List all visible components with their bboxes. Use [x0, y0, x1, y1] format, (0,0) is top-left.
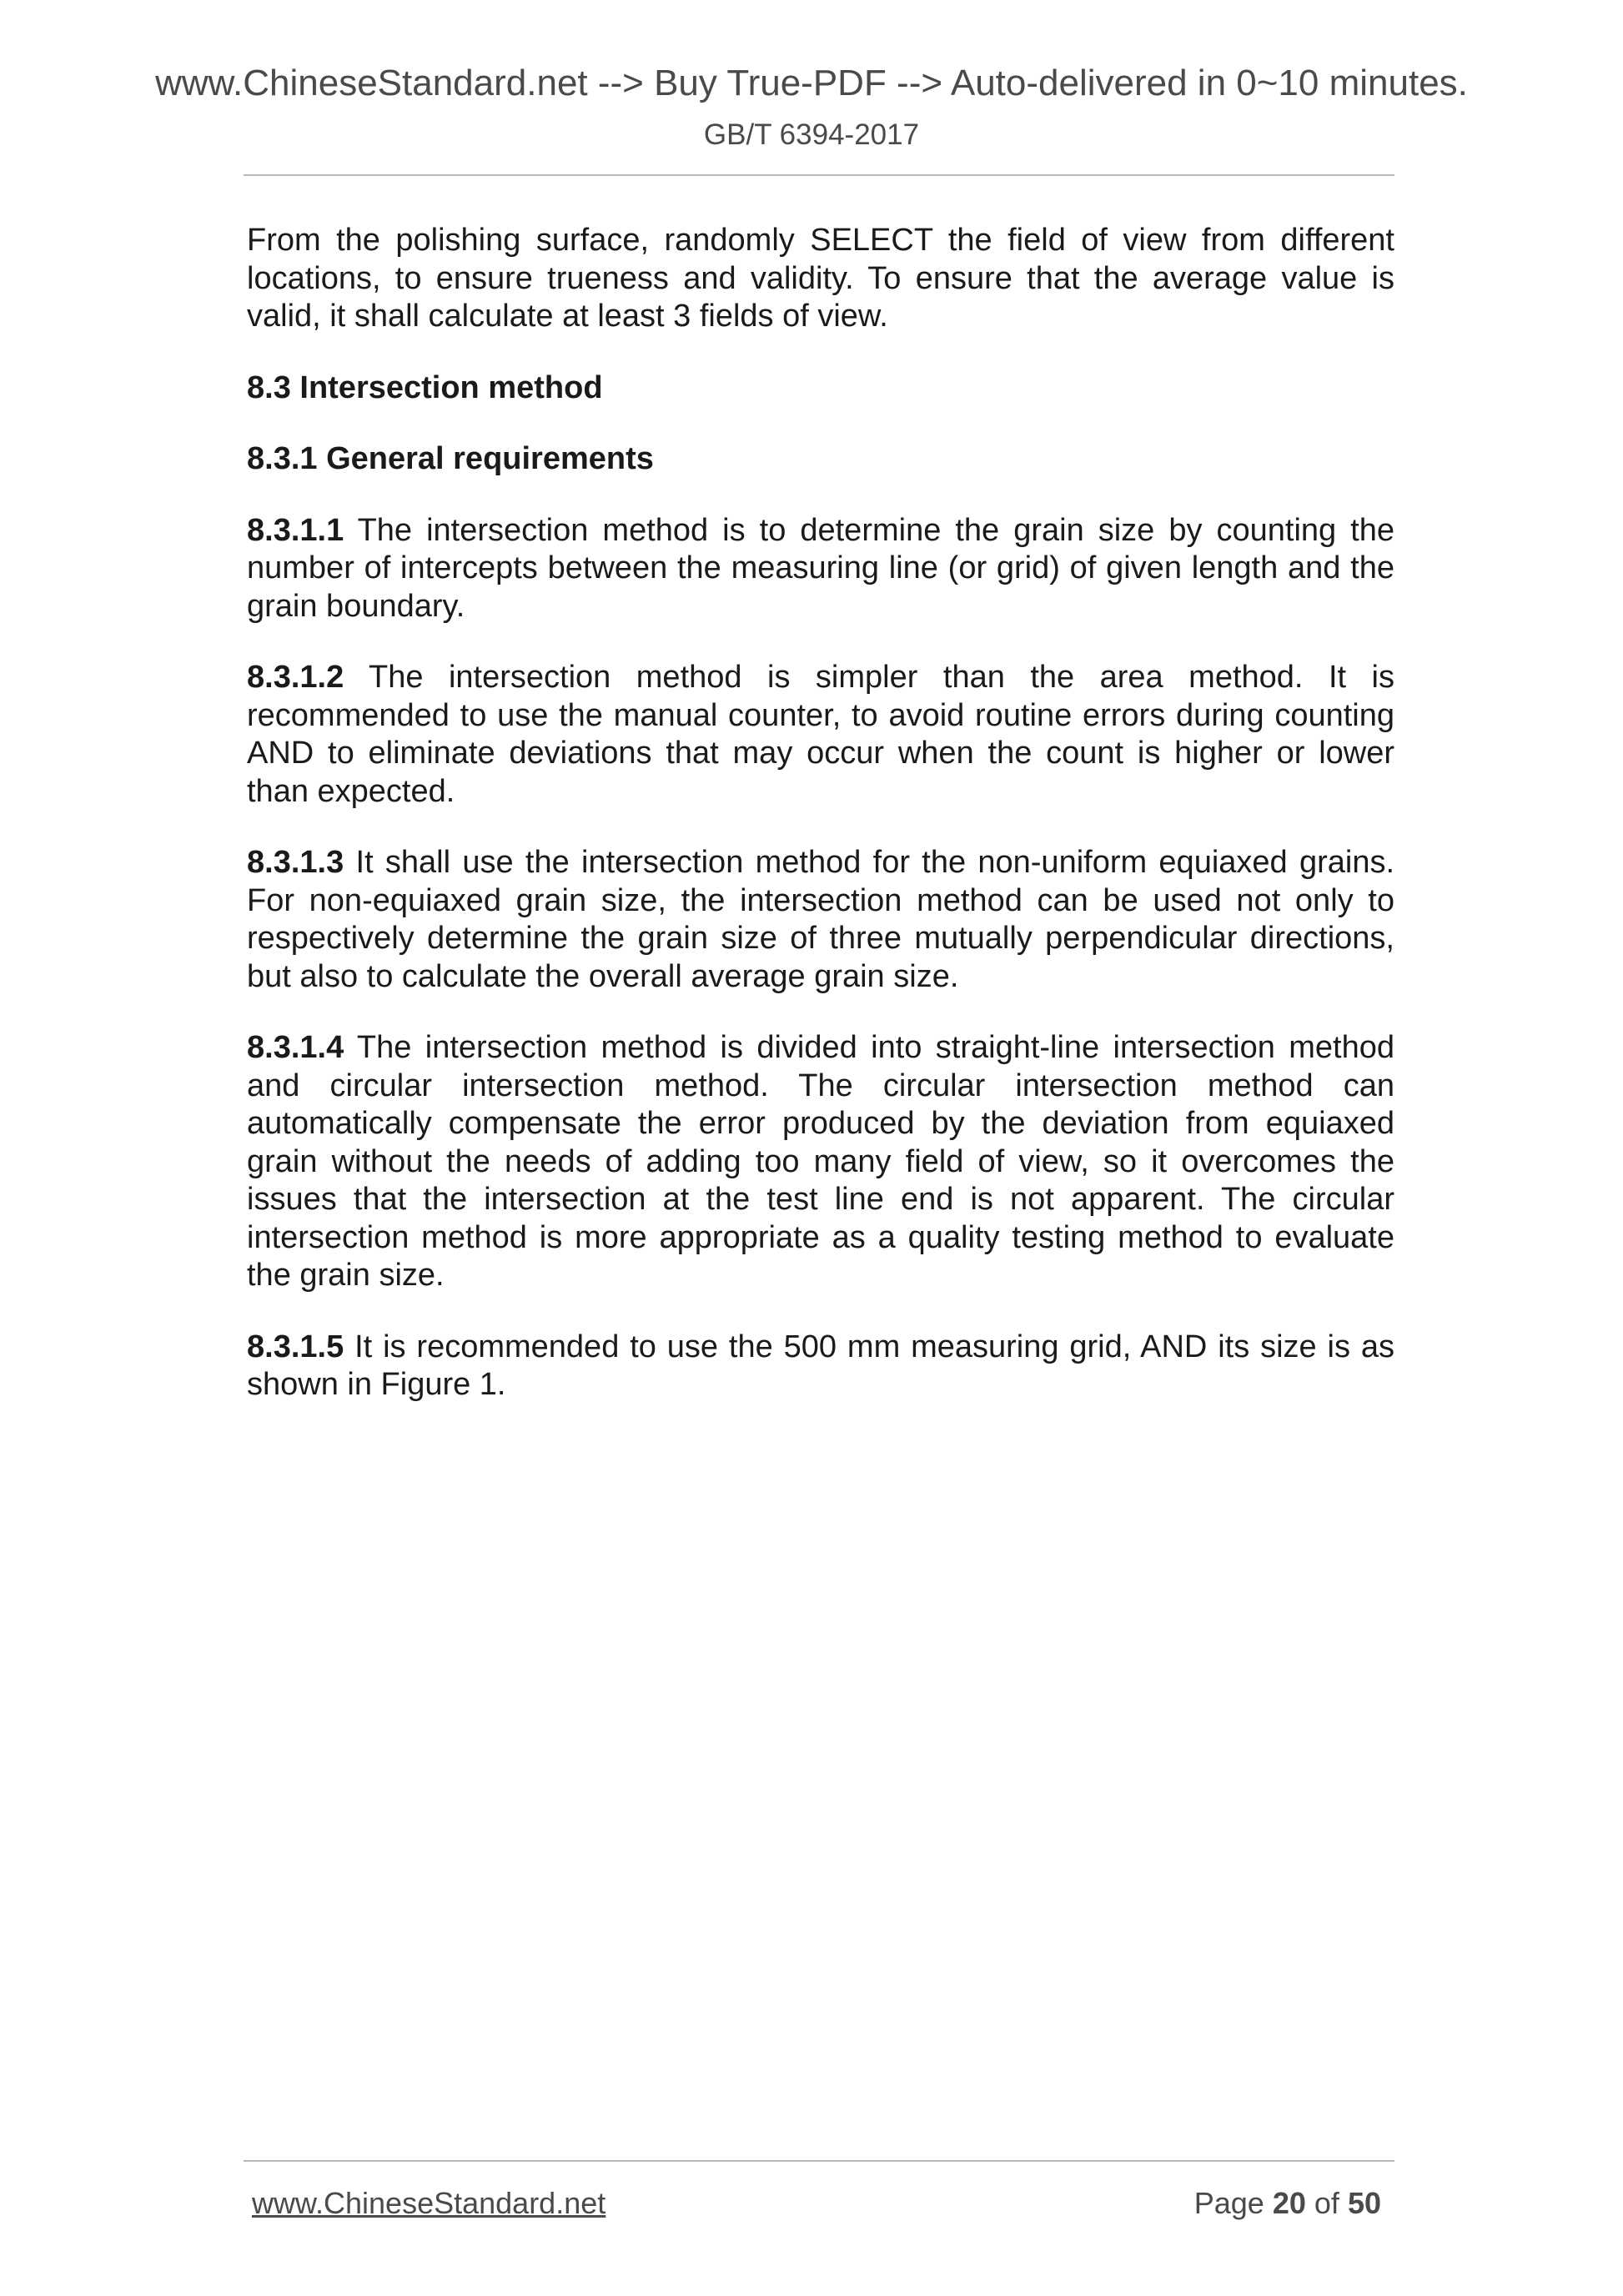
clause-text: It shall use the intersection method for the non-uniform equiaxed grains. For non-equiaxed grain size, the intersection method can be used not only to respectively determine the grain size of three mutually perpendicular directions, but also to calculate the overall average grain size. [247, 845, 1395, 994]
page-of: of [1314, 2186, 1339, 2220]
clause-text: The intersection method is divided into straight-line intersection method and circular intersection method. The circular intersection method can automatically compensate the error produced by the deviation from equiaxed grain without the needs of adding too many field of view, so it overcomes the issues that the intersection at the test line end is not apparent. The circular intersection method is more appropriate as a quality testing method to evaluate the grain size. [247, 1030, 1394, 1293]
header-banner: www.ChineseStandard.net --> Buy True-PDF --> Auto-delivered in 0~10 minutes. [155, 63, 1468, 103]
section-heading: 8.3 Intersection method [247, 369, 603, 405]
intro-paragraph: From the polishing surface, randomly SELECT the field of view from different locations, to ensure trueness and validity. To ensure that the average value is valid, it shall calculate at least 3 fields of view. [247, 223, 1394, 334]
clause-number: 8.3.1.1 [247, 512, 344, 548]
clause-8-3-1-2 [247, 659, 1394, 811]
page-body [247, 222, 1394, 1438]
clause-text: The intersection method is to determine the grain size by counting the number of intercepts between the measuring line (or grid) of given length and the grain boundary. [247, 512, 1394, 624]
clause-text: The intersection method is simpler than the area method. It is recommended to use the manual counter, to avoid routine errors during counting AND to eliminate deviations that may occur when the count is higher or lower than expected. [247, 660, 1394, 809]
page-total: 50 [1347, 2186, 1381, 2220]
clause-number: 8.3.1.5 [247, 1329, 344, 1364]
clause-8-3-1-3 [247, 844, 1394, 996]
clause-8-3-1-5 [247, 1329, 1394, 1404]
clause-number: 8.3.1.4 [247, 1030, 344, 1065]
header-divider [244, 174, 1394, 176]
clause-number: 8.3.1.2 [247, 660, 344, 695]
page-number [1194, 2185, 1381, 2221]
standard-code: GB/T 6394-2017 [703, 118, 920, 151]
page-current: 20 [1272, 2186, 1306, 2220]
clause-text: It is recommended to use the 500 mm measuring grid, AND its size is as shown in Figure 1. [247, 1329, 1395, 1402]
footer-divider [244, 2160, 1394, 2162]
clause-number: 8.3.1.3 [247, 845, 344, 880]
clause-8-3-1-1 [247, 512, 1394, 626]
footer-site-link[interactable]: www.ChineseStandard.net [252, 2186, 606, 2220]
clause-8-3-1-4 [247, 1029, 1394, 1295]
subsection-heading: 8.3.1 General requirements [247, 441, 654, 476]
page-label: Page [1193, 2186, 1264, 2220]
